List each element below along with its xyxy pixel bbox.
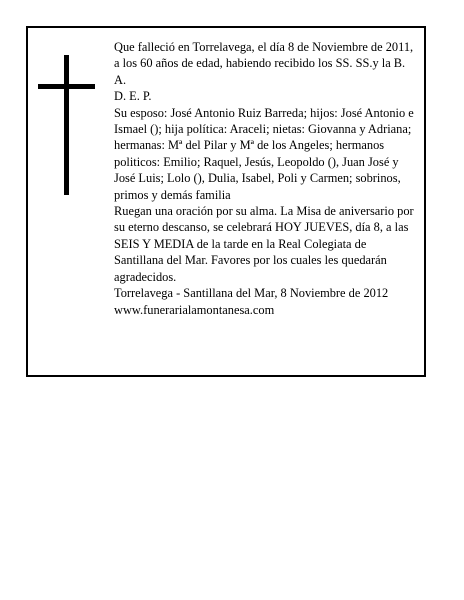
death-notice: Que falleció en Torrelavega, el día 8 de Noviembre de 2011, a los 60 años de edad, habiendo recibido los SS. SS.y la B. A. (114, 40, 414, 87)
cross-vertical-bar (64, 55, 69, 195)
cross-horizontal-bar (38, 84, 95, 89)
website-text: www.funerarialamontanesa.com (114, 302, 275, 317)
family-list: Su esposo: José Antonio Ruiz Barreda; hijos: José Antonio e Ismael (); hija política: Araceli; nietas: Giovanna y Adriana; hermanas: Mª del Pilar y Mª de los Angeles; hermanos politicos: Emilio; Raquel, Jesús, Leopoldo (), Juan José y José Luis; Lolo (), Dulia, Isabel, Poli y Carmen; sobrinos, primos y demás familia (114, 105, 414, 202)
obituary-text (114, 39, 414, 318)
place-date: Torrelavega - Santillana del Mar, 8 Noviembre de 2012 (114, 286, 389, 301)
dep-line: D. E. P. (114, 89, 152, 104)
mass-request: Ruegan una oración por su alma. La Misa de aniversario por su eterno descanso, se celebrará HOY JUEVES, día 8, a las SEIS Y MEDIA de la tarde en la Real Colegiata de Santillana del Mar. Favores por los cuales les quedarán agradecidos. (114, 204, 414, 284)
